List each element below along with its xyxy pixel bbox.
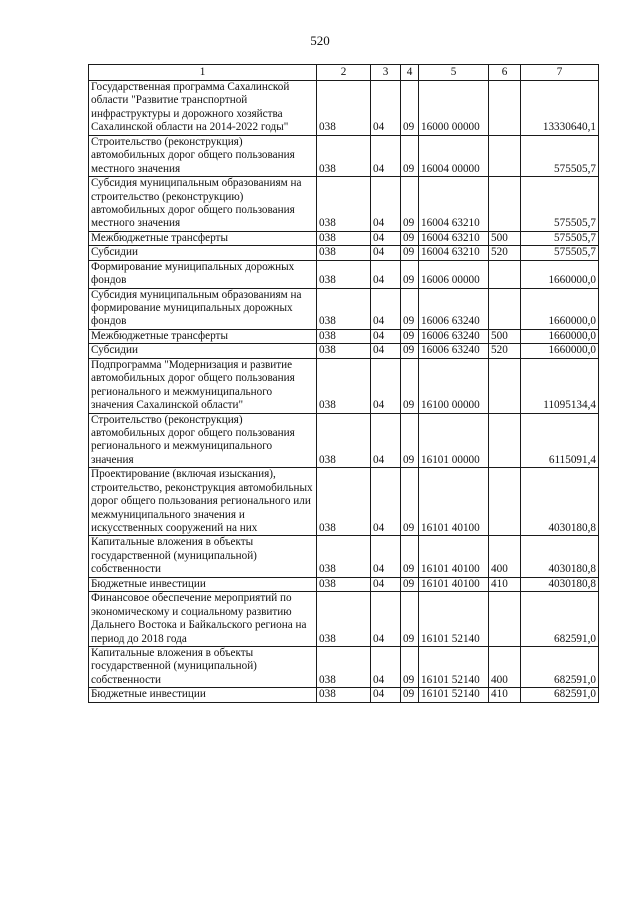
subsection-code-cell: 09 — [401, 177, 419, 232]
table-row — [89, 592, 599, 647]
amount-cell: 575505,7 — [521, 246, 599, 260]
ministry-code-cell: 038 — [317, 329, 371, 343]
amount-cell: 682591,0 — [521, 646, 599, 687]
table-header-row — [89, 65, 599, 81]
column-header: 7 — [521, 65, 599, 81]
section-code-cell: 04 — [371, 536, 401, 577]
amount-cell: 13330640,1 — [521, 81, 599, 136]
table-row — [89, 688, 599, 702]
subsection-code-cell: 09 — [401, 646, 419, 687]
section-code-cell: 04 — [371, 246, 401, 260]
row-name-cell: Строительство (реконструкция) автомобильных дорог общего пользования регионального и межмуниципального значения — [89, 413, 317, 468]
target-article-cell: 16004 63210 — [419, 177, 489, 232]
ministry-code-cell: 038 — [317, 135, 371, 176]
subsection-code-cell: 09 — [401, 329, 419, 343]
table-row — [89, 329, 599, 343]
section-code-cell: 04 — [371, 468, 401, 536]
ministry-code-cell: 038 — [317, 177, 371, 232]
table-row — [89, 246, 599, 260]
column-header: 1 — [89, 65, 317, 81]
row-name-cell: Капитальные вложения в объекты государственной (муниципальной) собственности — [89, 646, 317, 687]
target-article-cell: 16101 40100 — [419, 536, 489, 577]
ministry-code-cell: 038 — [317, 646, 371, 687]
column-header: 4 — [401, 65, 419, 81]
amount-cell: 575505,7 — [521, 231, 599, 245]
subsection-code-cell: 09 — [401, 81, 419, 136]
expense-type-cell — [489, 468, 521, 536]
row-name-cell: Подпрограмма "Модернизация и развитие автомобильных дорог общего пользования регионального и межмуниципального значения Сахалинской области" — [89, 358, 317, 413]
table-row — [89, 358, 599, 413]
target-article-cell: 16000 00000 — [419, 81, 489, 136]
expense-type-cell: 520 — [489, 246, 521, 260]
section-code-cell: 04 — [371, 577, 401, 591]
table-row — [89, 135, 599, 176]
section-code-cell: 04 — [371, 344, 401, 358]
section-code-cell: 04 — [371, 231, 401, 245]
ministry-code-cell: 038 — [317, 413, 371, 468]
section-code-cell: 04 — [371, 135, 401, 176]
subsection-code-cell: 09 — [401, 231, 419, 245]
amount-cell: 682591,0 — [521, 688, 599, 702]
row-name-cell: Субсидии — [89, 344, 317, 358]
target-article-cell: 16100 00000 — [419, 358, 489, 413]
subsection-code-cell: 09 — [401, 592, 419, 647]
ministry-code-cell: 038 — [317, 358, 371, 413]
page-number: 520 — [310, 33, 330, 48]
expense-type-cell — [489, 413, 521, 468]
table-row — [89, 577, 599, 591]
column-header: 6 — [489, 65, 521, 81]
subsection-code-cell: 09 — [401, 536, 419, 577]
table-row — [89, 646, 599, 687]
amount-cell: 682591,0 — [521, 592, 599, 647]
expense-type-cell: 400 — [489, 646, 521, 687]
subsection-code-cell: 09 — [401, 344, 419, 358]
ministry-code-cell: 038 — [317, 231, 371, 245]
row-name-cell: Субсидия муниципальным образованиям на формирование муниципальных дорожных фондов — [89, 288, 317, 329]
target-article-cell: 16101 52140 — [419, 646, 489, 687]
amount-cell: 1660000,0 — [521, 288, 599, 329]
row-name-cell: Финансовое обеспечение мероприятий по экономическому и социальному развитию Дальнего Востока и Байкальского региона на период до 2018 года — [89, 592, 317, 647]
row-name-cell: Проектирование (включая изыскания), строительство, реконструкция автомобильных дорог общего пользования регионального или межмуниципального значения и искусственных сооружений на них — [89, 468, 317, 536]
subsection-code-cell: 09 — [401, 468, 419, 536]
target-article-cell: 16004 63210 — [419, 231, 489, 245]
section-code-cell: 04 — [371, 329, 401, 343]
target-article-cell: 16006 63240 — [419, 344, 489, 358]
subsection-code-cell: 09 — [401, 135, 419, 176]
section-code-cell: 04 — [371, 592, 401, 647]
table-row — [89, 260, 599, 288]
expense-type-cell — [489, 260, 521, 288]
column-header: 2 — [317, 65, 371, 81]
table-row — [89, 536, 599, 577]
row-name-cell: Субсидии — [89, 246, 317, 260]
expense-type-cell: 400 — [489, 536, 521, 577]
expense-type-cell — [489, 288, 521, 329]
section-code-cell: 04 — [371, 260, 401, 288]
target-article-cell: 16101 00000 — [419, 413, 489, 468]
expense-type-cell — [489, 177, 521, 232]
amount-cell: 575505,7 — [521, 135, 599, 176]
target-article-cell: 16006 00000 — [419, 260, 489, 288]
ministry-code-cell: 038 — [317, 592, 371, 647]
section-code-cell: 04 — [371, 177, 401, 232]
target-article-cell: 16006 63240 — [419, 329, 489, 343]
table-body — [89, 81, 599, 703]
expense-type-cell: 500 — [489, 231, 521, 245]
subsection-code-cell: 09 — [401, 246, 419, 260]
section-code-cell: 04 — [371, 81, 401, 136]
ministry-code-cell: 038 — [317, 81, 371, 136]
expense-type-cell: 410 — [489, 577, 521, 591]
ministry-code-cell: 038 — [317, 577, 371, 591]
expense-type-cell — [489, 81, 521, 136]
row-name-cell: Строительство (реконструкция) автомобильных дорог общего пользования местного значения — [89, 135, 317, 176]
target-article-cell: 16101 52140 — [419, 592, 489, 647]
ministry-code-cell: 038 — [317, 536, 371, 577]
amount-cell: 11095134,4 — [521, 358, 599, 413]
ministry-code-cell: 038 — [317, 246, 371, 260]
amount-cell: 1660000,0 — [521, 329, 599, 343]
target-article-cell: 16004 00000 — [419, 135, 489, 176]
subsection-code-cell: 09 — [401, 358, 419, 413]
table-row — [89, 288, 599, 329]
target-article-cell: 16006 63240 — [419, 288, 489, 329]
ministry-code-cell: 038 — [317, 344, 371, 358]
section-code-cell: 04 — [371, 358, 401, 413]
expense-type-cell — [489, 135, 521, 176]
target-article-cell: 16101 40100 — [419, 468, 489, 536]
section-code-cell: 04 — [371, 288, 401, 329]
row-name-cell: Государственная программа Сахалинской области "Развитие транспортной инфраструктуры и дорожного хозяйства Сахалинской области на 2014-2022 годы" — [89, 81, 317, 136]
row-name-cell: Бюджетные инвестиции — [89, 688, 317, 702]
row-name-cell: Субсидия муниципальным образованиям на строительство (реконструкцию) автомобильных дорог общего пользования местного значения — [89, 177, 317, 232]
ministry-code-cell: 038 — [317, 468, 371, 536]
row-name-cell: Межбюджетные трансферты — [89, 231, 317, 245]
table-row — [89, 177, 599, 232]
table-row — [89, 81, 599, 136]
row-name-cell: Межбюджетные трансферты — [89, 329, 317, 343]
row-name-cell: Формирование муниципальных дорожных фондов — [89, 260, 317, 288]
ministry-code-cell: 038 — [317, 288, 371, 329]
section-code-cell: 04 — [371, 413, 401, 468]
amount-cell: 6115091,4 — [521, 413, 599, 468]
subsection-code-cell: 09 — [401, 260, 419, 288]
section-code-cell: 04 — [371, 646, 401, 687]
amount-cell: 4030180,8 — [521, 468, 599, 536]
subsection-code-cell: 09 — [401, 688, 419, 702]
target-article-cell: 16101 52140 — [419, 688, 489, 702]
ministry-code-cell: 038 — [317, 260, 371, 288]
target-article-cell: 16004 63210 — [419, 246, 489, 260]
column-header: 5 — [419, 65, 489, 81]
column-header: 3 — [371, 65, 401, 81]
expense-type-cell — [489, 358, 521, 413]
table-row — [89, 468, 599, 536]
row-name-cell: Капитальные вложения в объекты государственной (муниципальной) собственности — [89, 536, 317, 577]
section-code-cell: 04 — [371, 688, 401, 702]
expense-type-cell — [489, 592, 521, 647]
expense-type-cell: 520 — [489, 344, 521, 358]
ministry-code-cell: 038 — [317, 688, 371, 702]
expense-type-cell: 410 — [489, 688, 521, 702]
subsection-code-cell: 09 — [401, 288, 419, 329]
amount-cell: 4030180,8 — [521, 536, 599, 577]
amount-cell: 4030180,8 — [521, 577, 599, 591]
amount-cell: 575505,7 — [521, 177, 599, 232]
budget-table — [88, 64, 599, 703]
table-row — [89, 413, 599, 468]
target-article-cell: 16101 40100 — [419, 577, 489, 591]
table-row — [89, 344, 599, 358]
subsection-code-cell: 09 — [401, 413, 419, 468]
amount-cell: 1660000,0 — [521, 260, 599, 288]
table-row — [89, 231, 599, 245]
amount-cell: 1660000,0 — [521, 344, 599, 358]
subsection-code-cell: 09 — [401, 577, 419, 591]
expense-type-cell: 500 — [489, 329, 521, 343]
row-name-cell: Бюджетные инвестиции — [89, 577, 317, 591]
